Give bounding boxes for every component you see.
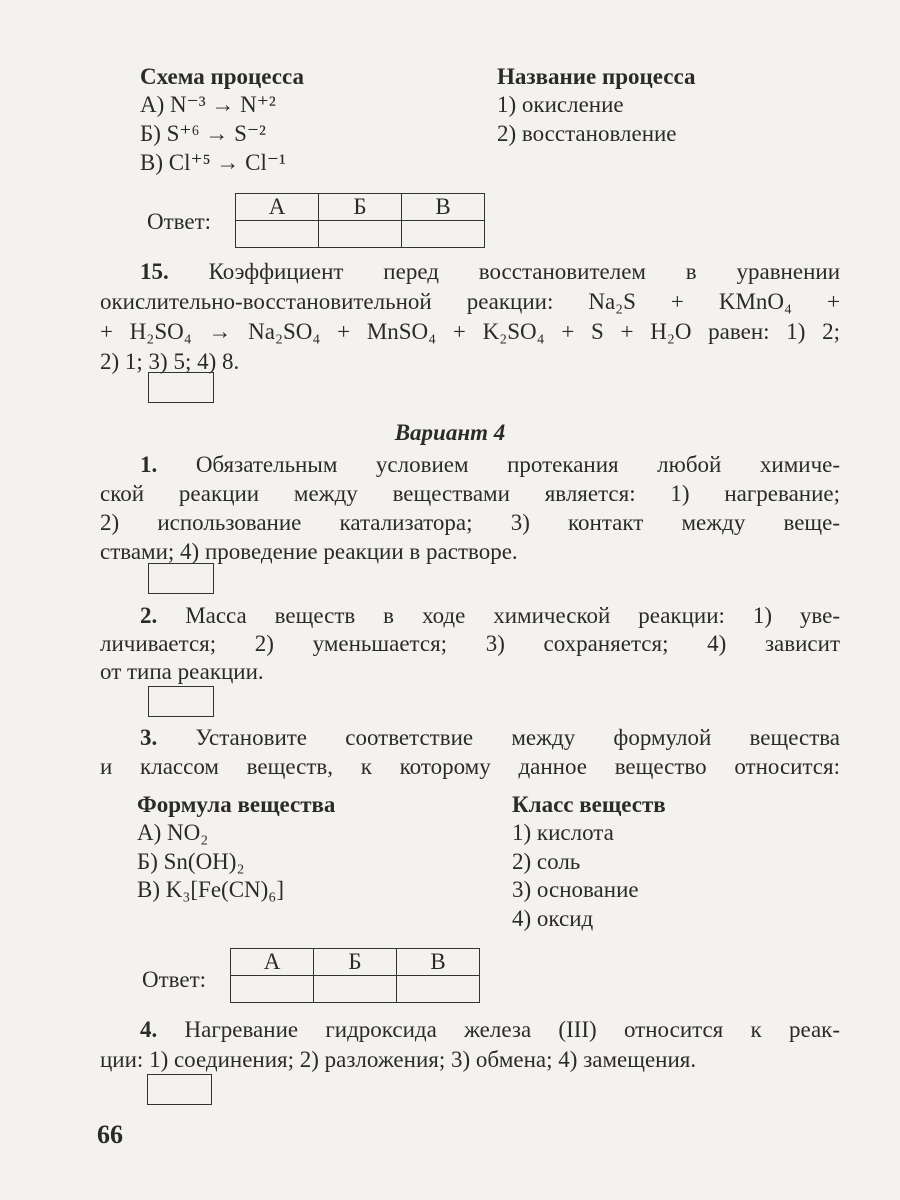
answer-col-b: Б: [319, 194, 402, 221]
class-4: 4) оксид: [512, 906, 594, 931]
q3-number: 3.: [140, 725, 158, 750]
q1-line-4: ствами; 4) проведение реакции в растворе.: [100, 539, 518, 564]
q15-line-4: 2) 1; 3) 5; 4) 8.: [100, 349, 240, 374]
q2-text: Масса веществ в ходе химической реакции: 1) уве-: [185, 603, 840, 628]
scheme-c: В) Cl⁺⁵ → Cl⁻¹: [140, 150, 286, 175]
q2-number: 2.: [140, 603, 158, 628]
answer-col-c: В: [402, 194, 485, 221]
class-header: Класс веществ: [512, 792, 666, 817]
q2-line-3: от типа реакции.: [100, 659, 264, 684]
q3-answer-cell-b[interactable]: [314, 976, 397, 1003]
q4-line-1: [140, 1016, 840, 1044]
formula-c: В) K₃[Fe(CN)₆]: [137, 877, 284, 902]
q3-line-2: и классом веществ, к которому данное вещество относится:: [100, 754, 840, 779]
q3-answer-cell-c[interactable]: [397, 976, 480, 1003]
q15-line-2: окислительно-восстановительной реакции: Na₂S + KMnO₄ +: [100, 289, 840, 314]
q3-answer-col-c: В: [397, 949, 480, 976]
process-header: Название процесса: [497, 64, 696, 89]
q1-text: Обязательным условием протекания любой химиче-: [195, 452, 840, 477]
q4-line-2: ции: 1) соединения; 2) разложения; 3) обмена; 4) замещения.: [100, 1047, 697, 1072]
q3-answer-col-b: Б: [314, 949, 397, 976]
q4-text: Нагревание гидроксида железа (III) относится к реак-: [184, 1017, 840, 1042]
answer-label: Ответ:: [147, 209, 212, 234]
q15-line-3: + H₂SO₄ → Na₂SO₄ + MnSO₄ + K₂SO₄ + S + H₂O равен: 1) 2;: [100, 319, 840, 344]
class-2: 2) соль: [512, 849, 581, 874]
q1-number: 1.: [140, 452, 158, 477]
answer-cell-a[interactable]: [236, 221, 319, 248]
scheme-header: Схема процесса: [140, 64, 304, 89]
q2-line-2: личивается; 2) уменьшается; 3) сохраняется; 4) зависит: [100, 631, 840, 656]
formula-b: Б) Sn(OH)₂: [137, 849, 245, 874]
scheme-b: Б) S⁺⁶ → S⁻²: [140, 121, 266, 146]
q2-answer-box[interactable]: [148, 686, 214, 717]
q2-line-1: [140, 602, 840, 630]
q3-answer-table: [230, 948, 480, 1003]
page-number: 66: [97, 1120, 123, 1149]
answer-col-a: А: [236, 194, 319, 221]
q1-line-1: [140, 451, 840, 479]
q15-number: 15.: [140, 259, 169, 284]
q3-answer-col-a: А: [231, 949, 314, 976]
q15-answer-box[interactable]: [148, 372, 214, 403]
q15-line-1: [140, 258, 840, 286]
q15-text: Коэффициент перед восстановителем в уравнении: [208, 259, 840, 284]
q3-answer-cell-a[interactable]: [231, 976, 314, 1003]
answer-table: [235, 193, 485, 248]
class-1: 1) кислота: [512, 820, 614, 845]
formula-a: А) NO₂: [137, 820, 209, 845]
process-2: 2) восстановление: [497, 121, 677, 146]
answer-cell-b[interactable]: [319, 221, 402, 248]
q4-answer-box[interactable]: [147, 1074, 212, 1105]
q1-line-2: ской реакции между веществами является: 1) нагревание;: [100, 481, 840, 506]
q4-number: 4.: [140, 1017, 158, 1042]
answer-cell-c[interactable]: [402, 221, 485, 248]
scheme-a: А) N⁻³ → N⁺²: [140, 92, 276, 117]
q3-answer-label: Ответ:: [142, 967, 207, 992]
q3-text: Установите соответствие между формулой вещества: [195, 725, 840, 750]
q1-answer-box[interactable]: [148, 563, 214, 594]
formula-header: Формула вещества: [137, 792, 336, 817]
q1-line-3: 2) использование катализатора; 3) контакт между веще-: [100, 510, 840, 535]
q3-line-1: [140, 724, 840, 752]
class-3: 3) основание: [512, 877, 639, 902]
process-1: 1) окисление: [497, 92, 624, 117]
variant-title: Вариант 4: [394, 420, 506, 445]
